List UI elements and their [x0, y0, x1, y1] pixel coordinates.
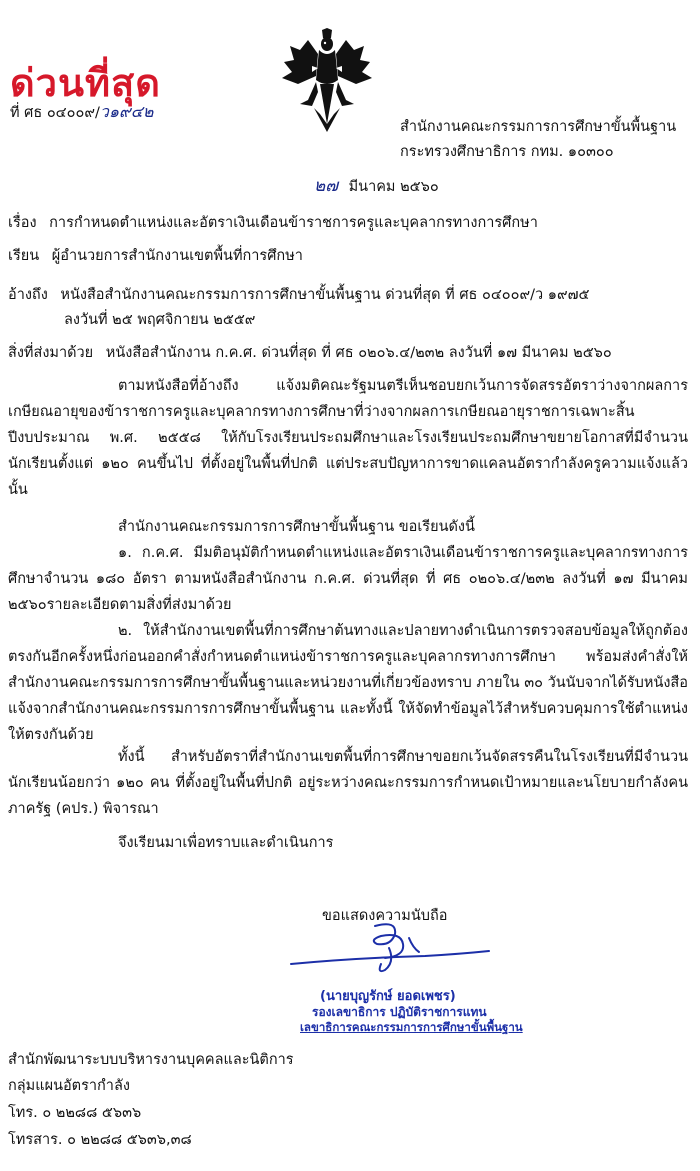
signatory-title-1: รองเลขาธิการ ปฏิบัติราชการแทน: [312, 1005, 487, 1019]
recipient-label: เรียน: [8, 248, 40, 264]
footer-phone: โทร. ๐ ๒๒๘๘ ๕๖๓๖: [8, 1105, 142, 1121]
body-paragraph-1-text: ตามหนังสือที่อ้างถึง แจ้งมติคณะรัฐมนตรีเห็นชอบยกเว้นการจัดสรรอัตราว่างจากผลการเกษียณอายุของข้าราชการครูและบุคลากรทางการศึกษาที่ว่างจากผลการเกษียณอายุราชการเฉพาะสิ้นปีงบประมาณ พ.ศ. ๒๕๕๘ ให้กับโรงเรียนประถมศึกษาและโรงเรียนประถมศึกษาขยายโอกาสที่มีจำนวนนักเรียนตั้งแต่ ๑๒๐ คนขึ้นไป ที่ตั้งอยู่ในพื้นที่ปกติ แต่ประสบปัญหาการขาดแคลนอัตรากำลังครูความแจ้งแล้ว นั้น: [8, 378, 688, 498]
body-paragraph-5: [8, 744, 688, 822]
recipient-line: [8, 246, 303, 266]
reference-label: อ้างถึง: [8, 287, 48, 303]
body-paragraph-4-text: ๒. ให้สำนักงานเขตพื้นที่การศึกษาต้นทางและปลายทางดำเนินการตรวจสอบข้อมูลให้ถูกต้องตรงกันอีกครั้งหนึ่งก่อนออกคำสั่งกำหนดตำแหน่งข้าราชการครูและบุคลากรทางการศึกษา พร้อมส่งคำสั่งให้สำนักงานคณะกรรมการการศึกษาขั้นพื้นฐานและหน่วยงานที่เกี่ยวข้องทราบ ภายใน ๓๐ วันนับจากได้รับหนังสือแจ้งจากสำนักงานคณะกรรมการการศึกษาขั้นพื้นฐาน และทั้งนี้ ให้จัดทำข้อมูลไว้สำหรับควบคุมการใช้ตำแหน่งให้ตรงกันด้วย: [8, 623, 688, 743]
footer-office: สำนักพัฒนาระบบบริหารงานบุคคลและนิติการ: [8, 1052, 294, 1068]
urgency-stamp: ด่วนที่สุด: [10, 60, 161, 105]
enclosure-text: หนังสือสำนักงาน ก.ค.ศ. ด่วนที่สุด ที่ ศธ ๐๒๐๖.๔/๒๓๒ ลงวันที่ ๑๗ มีนาคม ๒๕๖๐: [105, 345, 612, 361]
closing-line: [8, 830, 688, 856]
reference-text-line2: ลงวันที่ ๒๕ พฤศจิกายน ๒๕๕๙: [64, 312, 256, 328]
body-paragraph-2-text: สำนักงานคณะกรรมการการศึกษาขั้นพื้นฐาน ขอเรียนดังนี้: [118, 519, 475, 535]
subject-line: [8, 213, 538, 233]
body-paragraph-5-text: ทั้งนี้ สำหรับอัตราที่สำนักงานเขตพื้นที่การศึกษาขอยกเว้นจัดสรรคืนในโรงเรียนที่มีจำนวนนักเรียนน้อยกว่า ๑๒๐ คน ที่ตั้งอยู่ในพื้นที่ปกติ อยู่ระหว่างคณะกรรมการกำหนดเป้าหมายและนโยบายกำลังคนภาครัฐ (คปร.) พิจารณา: [8, 749, 688, 817]
agency-address: กระทรวงศึกษาธิการ กทม. ๑๐๓๐๐: [400, 144, 614, 160]
signatory-name: (นายบุญรักษ์ ยอดเพชร): [320, 989, 456, 1004]
subject-label: เรื่อง: [8, 215, 37, 231]
reference-line: [8, 285, 589, 305]
closing-text: จึงเรียนมาเพื่อทราบและดำเนินการ: [118, 835, 334, 851]
date-month-year: มีนาคม ๒๕๖๐: [348, 179, 439, 195]
footer-fax: โทรสาร. ๐ ๒๒๘๘ ๕๖๓๖,๓๘: [8, 1132, 192, 1148]
agency-name: สำนักงานคณะกรรมการการศึกษาขั้นพื้นฐาน: [400, 119, 677, 135]
body-paragraph-3-text: ๑. ก.ค.ศ. มีมติอนุมัติกำหนดตำแหน่งและอัตราเงินเดือนข้าราชการครูและบุคลากรทางการศึกษาจำนวน ๑๘๐ อัตรา ตามหนังสือสำนักงาน ก.ค.ศ. ด่วนที่สุด ที่ ศธ ๐๒๐๖.๔/๒๓๒ ลงวันที่ ๑๗ มีนาคม ๒๕๖๐รายละเอียดตามสิ่งที่ส่งมาด้วย: [8, 545, 688, 613]
garuda-emblem-icon: [278, 28, 376, 132]
enclosure-label: สิ่งที่ส่งมาด้วย: [8, 345, 94, 361]
letter-date: [314, 176, 439, 197]
document-number-prefix: ที่ ศธ ๐๔๐๐๙/: [10, 105, 100, 121]
body-paragraph-2: [8, 514, 688, 540]
signatory-title-2: เลขาธิการคณะกรรมการการศึกษาขั้นพื้นฐาน: [300, 1020, 523, 1034]
handwritten-signature: [285, 918, 495, 978]
footer-group: กลุ่มแผนอัตรากำลัง: [8, 1078, 130, 1094]
date-day-handwritten: ๒๗: [314, 176, 338, 196]
salutation: ขอแสดงความนับถือ: [322, 908, 448, 924]
reference-text-line1: หนังสือสำนักงานคณะกรรมการการศึกษาขั้นพื้นฐาน ด่วนที่สุด ที่ ศธ ๐๔๐๐๙/ว ๑๙๗๕: [60, 287, 590, 303]
document-number-handwritten: ว๑๙๔๒: [99, 102, 154, 121]
subject-text: การกำหนดตำแหน่งและอัตราเงินเดือนข้าราชการครูและบุคลากรทางการศึกษา: [49, 215, 538, 231]
enclosure-line: [8, 343, 612, 363]
body-paragraph-4: [8, 618, 688, 748]
document-number: [10, 102, 153, 123]
recipient-text: ผู้อำนวยการสำนักงานเขตพื้นที่การศึกษา: [51, 248, 303, 264]
body-paragraph-3: [8, 540, 688, 618]
body-paragraph-1: [8, 373, 688, 503]
